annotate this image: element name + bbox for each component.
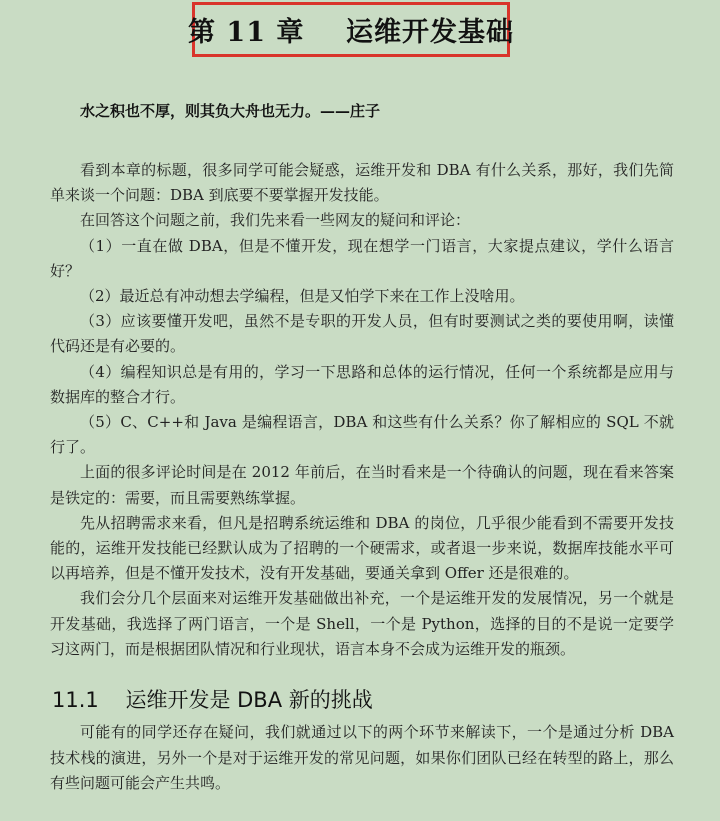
- section-paragraph: 可能有的同学还存在疑问，我们就通过以下的两个环节来解读下，一个是通过分析 DBA 技术栈的演进，另外一个是对于运维开发的常见问题，如果你们团队已经在转型的路上，那么有些问题可能会产生共鸣。: [50, 723, 674, 792]
- list-item-2: （2）最近总有冲动想去学编程，但是又怕学下来在工作上没啥用。: [80, 287, 525, 306]
- section-heading: 11.1 运维开发是 DBA 新的挑战: [52, 688, 373, 712]
- chapter-body: [50, 158, 674, 662]
- list-item-1: （1）一直在做 DBA，但是不懂开发，现在想学一门语言，大家提点建议，学什么语言好？: [50, 236, 674, 280]
- list-item-5: （5）C、C++和 Java 是编程语言，DBA 和这些有什么关系？你了解相应的 SQL 不就行了。: [50, 413, 674, 457]
- section-body: [50, 720, 674, 797]
- chapter-title: 第 11 章 运维开发基础: [188, 17, 514, 48]
- paragraph-recruiting: 先从招聘需求来看，但凡是招聘系统运维和 DBA 的岗位，几乎很少能看到不需要开发技能的，运维开发技能已经默认成为了招聘的一个硬需求，或者退一步来说，数据库技能水平可以再培养，但是不懂开发技术，没有开发基础，要通关拿到 Offer 还是很难的。: [50, 513, 674, 583]
- chapter-title-highlight-box: [188, 2, 514, 57]
- paragraph-plan: 我们会分几个层面来对运维开发基础做出补充，一个是运维开发的发展情况，另一个就是开发基础，我选择了两门语言，一个是 Shell，一个是 Python，选择的目的不是说一定要学习这两门，而是根据团队情况和行业现状，语言本身不会成为运维开发的瓶颈。: [50, 589, 674, 658]
- epigraph: 水之积也不厚，则其负大舟也无力。——庄子: [80, 102, 381, 120]
- paragraph-lead-in: 在回答这个问题之前，我们先来看一些网友的疑问和评论：: [80, 211, 471, 230]
- list-item-4: （4）编程知识总是有用的，学习一下思路和总体的运行情况，任何一个系统都是应用与数据库的整合才行。: [50, 362, 674, 406]
- paragraph-answer: 上面的很多评论时间是在 2012 年前后，在当时看来是一个待确认的问题，现在看来答案是铁定的：需要，而且需要熟练掌握。: [50, 463, 674, 507]
- list-item-3: （3）应该要懂开发吧，虽然不是专职的开发人员，但有时要测试之类的要使用啊，读懂代码还是有必要的。: [50, 312, 674, 356]
- paragraph-intro: 看到本章的标题，很多同学可能会疑惑，运维开发和 DBA 有什么关系，那好，我们先简单来谈一个问题：DBA 到底要不要掌握开发技能。: [50, 161, 674, 205]
